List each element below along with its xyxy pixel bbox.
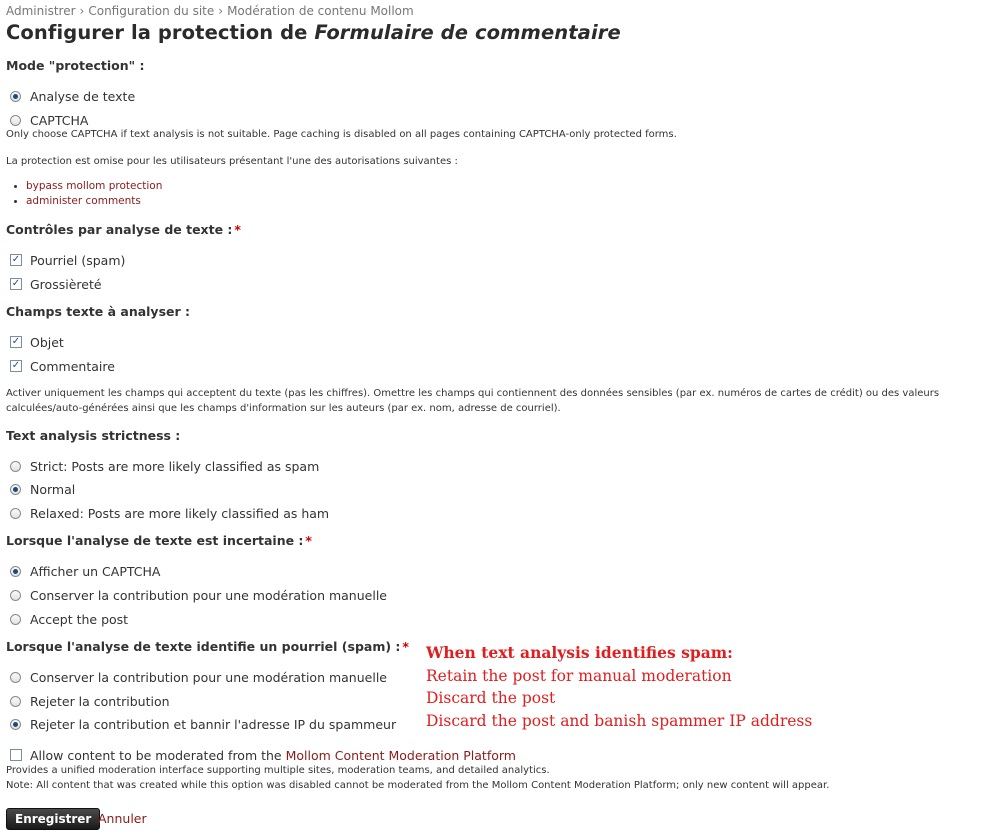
checkbox[interactable]: ✓ <box>11 278 21 289</box>
translation-annotation <box>426 642 812 732</box>
radio-button[interactable] <box>10 91 21 102</box>
spam-option-discard-ban[interactable] <box>10 716 396 732</box>
fields-label: Champs texte à analyser : <box>6 304 191 319</box>
spam-option-discard[interactable] <box>10 693 170 709</box>
spam-option-moderate[interactable] <box>10 669 387 685</box>
mode-label: Mode "protection" : <box>6 58 145 73</box>
field-option-subject[interactable] <box>10 334 64 350</box>
field-option-comment[interactable] <box>10 358 115 374</box>
radio-button[interactable] <box>10 719 21 730</box>
option-label: Afficher un CAPTCHA <box>30 563 161 579</box>
bypass-text: La protection est omise pour les utilisateurs présentant l'une des autorisations suivantes : <box>6 156 458 167</box>
radio-button[interactable] <box>10 614 21 625</box>
checkbox[interactable]: ✓ <box>11 336 21 347</box>
option-label: Rejeter la contribution et bannir l'adresse IP du spammeur <box>30 716 397 732</box>
list-item <box>12 179 162 194</box>
page-title-form-name: Formulaire de commentaire <box>314 21 621 44</box>
option-label: CAPTCHA <box>30 112 89 128</box>
checkbox[interactable]: ✓ <box>11 254 21 265</box>
breadcrumb-item-administer[interactable]: Administrer <box>6 4 76 18</box>
mode-option-captcha[interactable] <box>10 112 88 128</box>
mode-option-text-analysis[interactable] <box>10 88 135 104</box>
option-label: Grossièreté <box>30 276 102 292</box>
option-label: Commentaire <box>30 358 115 374</box>
breadcrumb-item-site-config[interactable]: Configuration du site <box>88 4 215 18</box>
cancel-link[interactable]: Annuler <box>98 811 147 826</box>
strictness-option-strict[interactable] <box>10 458 319 474</box>
breadcrumb-separator: › <box>79 4 85 18</box>
spam-label <box>6 639 409 654</box>
option-label: Conserver la contribution pour une modération manuelle <box>30 587 387 603</box>
breadcrumb-item-mollom[interactable]: Modération de contenu Mollom <box>227 4 414 18</box>
radio-button[interactable] <box>10 566 21 577</box>
option-label: Normal <box>30 481 76 497</box>
strictness-option-relaxed[interactable] <box>10 505 329 521</box>
checks-label <box>6 222 241 237</box>
bypass-permission-list <box>12 179 162 209</box>
radio-button[interactable] <box>10 508 21 519</box>
annotation-line: Discard the post and banish spammer IP address <box>426 711 813 730</box>
checks-label-text: Contrôles par analyse de texte : <box>6 222 233 237</box>
page-title <box>6 21 621 44</box>
unsure-option-captcha[interactable] <box>10 563 160 579</box>
list-item <box>12 194 162 209</box>
option-label: Relaxed: Posts are more likely classified as ham <box>30 505 330 521</box>
permission-link-administer-comments[interactable]: administer comments <box>26 195 141 207</box>
permission-link-bypass[interactable]: bypass mollom protection <box>26 180 163 192</box>
platform-help: Provides a unified moderation interface supporting multiple sites, moderation teams, and detailed analytics. <box>6 765 550 776</box>
checkbox[interactable]: ✓ <box>11 360 21 371</box>
required-marker: * <box>305 533 312 548</box>
strictness-label: Text analysis strictness : <box>6 428 181 443</box>
radio-button[interactable] <box>10 115 21 126</box>
unsure-option-accept[interactable] <box>10 611 128 627</box>
required-marker: * <box>234 222 241 237</box>
annotation-heading: When text analysis identifies spam: <box>426 643 733 662</box>
required-marker: * <box>402 639 409 654</box>
spam-label-text: Lorsque l'analyse de texte identifie un pourriel (spam) : <box>6 639 401 654</box>
option-label: Rejeter la contribution <box>30 693 170 709</box>
unsure-option-moderate[interactable] <box>10 587 387 603</box>
mode-help: Only choose CAPTCHA if text analysis is not suitable. Page caching is disabled on all pages containing CAPTCHA-only protected forms. <box>6 129 677 140</box>
fields-help: Activer uniquement les champs qui acceptent du texte (pas les chiffres). Omettre les champs qui contiennent des données sensibles (par ex. numéros de cartes de crédit) ou des valeurs calculées/auto-générées ainsi que les champs d'information sur les auteurs (par ex. nom, adresse de courriel). <box>6 388 940 414</box>
option-label: Conserver la contribution pour une modération manuelle <box>30 669 387 685</box>
option-label: Analyse de texte <box>30 88 136 104</box>
radio-button[interactable] <box>10 484 21 495</box>
check-option-spam[interactable] <box>10 252 125 268</box>
unsure-label <box>6 533 312 548</box>
breadcrumb <box>6 4 414 18</box>
platform-link[interactable]: Mollom Content Moderation Platform <box>285 747 516 763</box>
option-label: Objet <box>30 334 64 350</box>
breadcrumb-separator: › <box>218 4 224 18</box>
radio-button[interactable] <box>10 461 21 472</box>
unsure-label-text: Lorsque l'analyse de texte est incertaine : <box>6 533 304 548</box>
save-button[interactable]: Enregistrer <box>6 808 100 830</box>
check-option-profanity[interactable] <box>10 276 102 292</box>
platform-option[interactable] <box>10 747 516 763</box>
annotation-line: Retain the post for manual moderation <box>426 666 732 685</box>
radio-button[interactable] <box>10 590 21 601</box>
annotation-line: Discard the post <box>426 689 556 707</box>
strictness-option-normal[interactable] <box>10 481 75 497</box>
page-title-prefix: Configurer la protection de <box>6 21 315 44</box>
option-label: Allow content to be moderated from the <box>30 747 282 763</box>
option-label: Strict: Posts are more likely classified as spam <box>30 458 320 474</box>
option-label: Accept the post <box>30 611 129 627</box>
option-label: Pourriel (spam) <box>30 252 126 268</box>
checkbox[interactable] <box>10 749 22 761</box>
platform-note: Note: All content that was created while this option was disabled cannot be moderated from the Mollom Content Moderation Platform; only new content will appear. <box>6 780 830 791</box>
radio-button[interactable] <box>10 696 21 707</box>
radio-button[interactable] <box>10 672 21 683</box>
